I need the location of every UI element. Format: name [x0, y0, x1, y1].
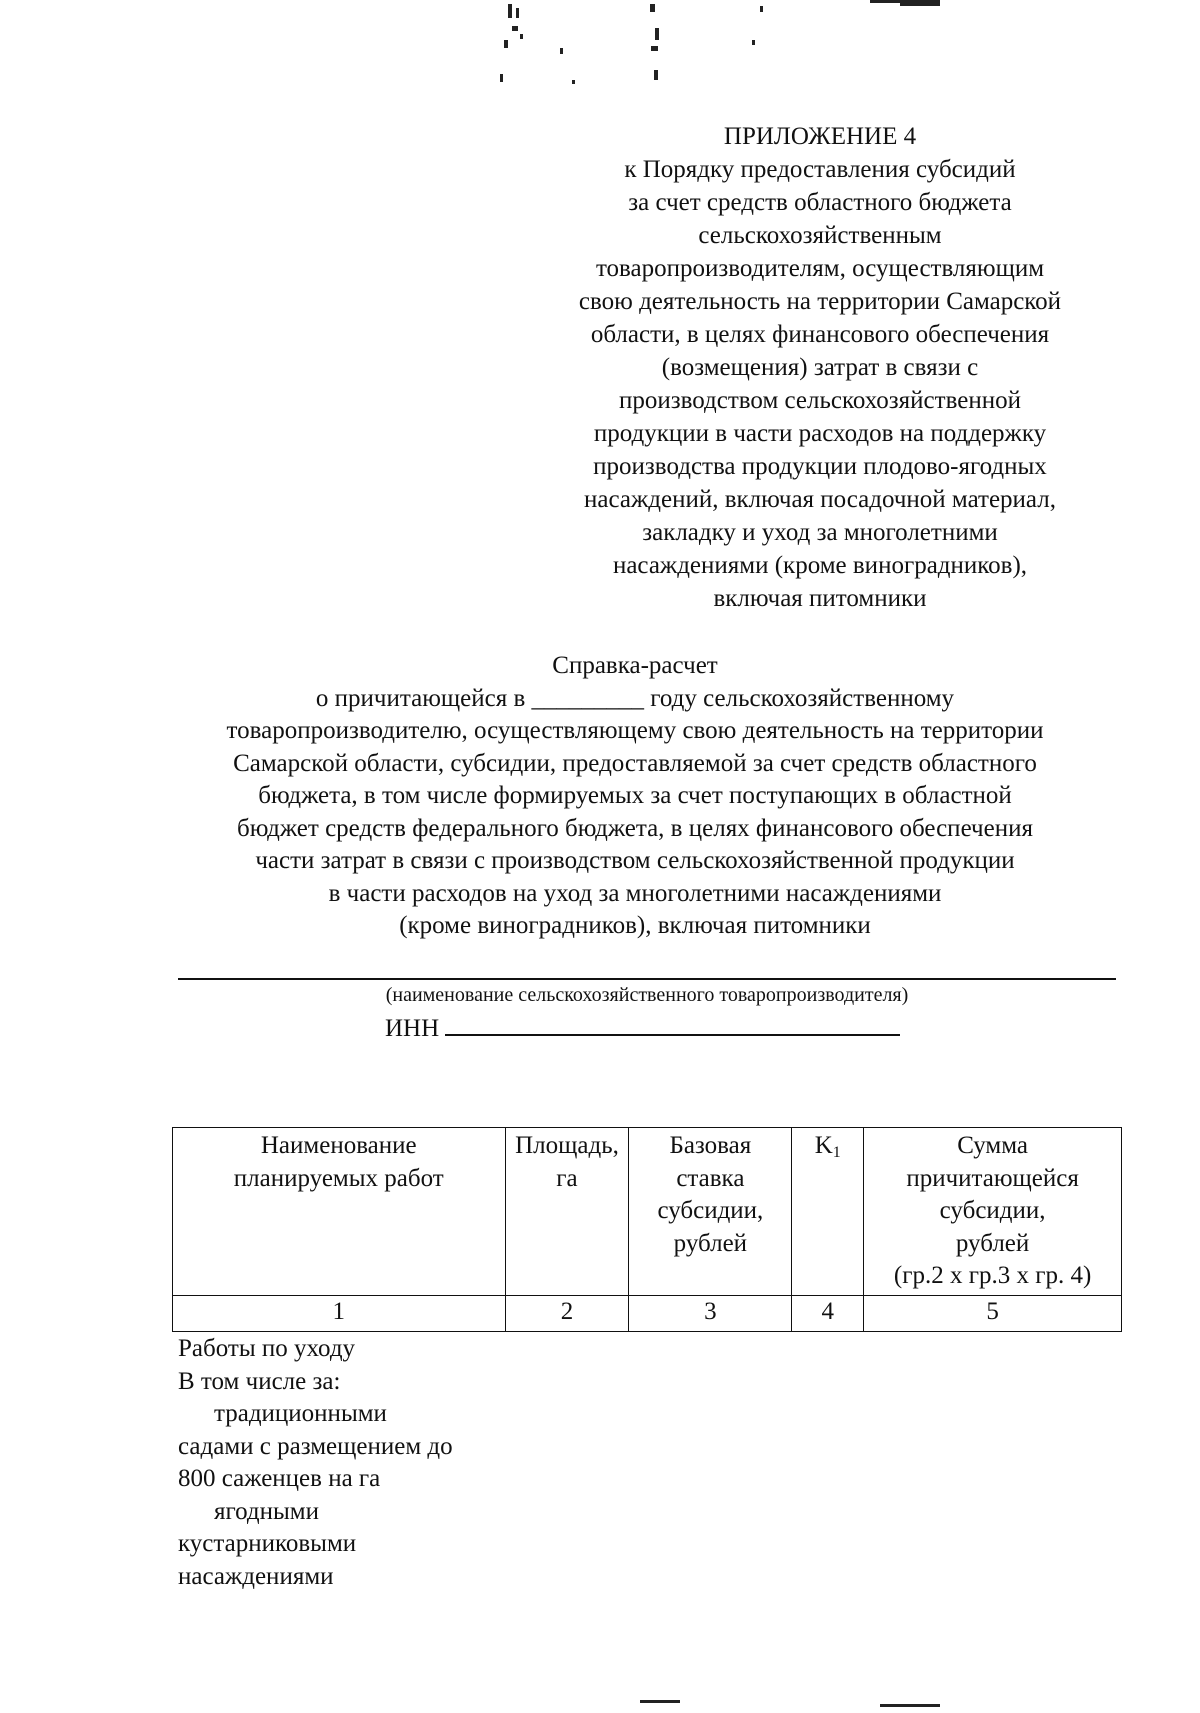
- header-text: Сумма: [957, 1132, 1028, 1159]
- spravka-line: бюджет средств федерального бюджета, в целях финансового обеспечения: [237, 814, 1033, 842]
- annex-line: насаждений, включая посадочной материал,: [584, 486, 1056, 513]
- calculation-table: [172, 1127, 1122, 1332]
- table-number-row: [173, 1296, 1122, 1332]
- header-text: Площадь,: [515, 1132, 619, 1159]
- header-text: планируемых работ: [233, 1164, 444, 1192]
- annex-line: к Порядку предоставления субсидий: [624, 156, 1016, 183]
- spravka-line: товаропроизводителю, осуществляющему свою деятельность на территории: [226, 717, 1044, 744]
- producer-name-caption: (наименование сельскохозяйственного товаропроизводителя): [385, 984, 909, 1006]
- spravka-title: Справка-расчет: [552, 652, 718, 679]
- spravka-line: части затрат в связи с производством сельскохозяйственной продукции: [255, 847, 1015, 874]
- annex-line: производства продукции плодово-ягодных: [593, 453, 1047, 480]
- column-number: 4: [792, 1296, 864, 1332]
- annex-line: производством сельскохозяйственной: [619, 387, 1021, 414]
- header-text: K: [814, 1132, 833, 1159]
- inn-row: [385, 1012, 900, 1046]
- header-area: [505, 1128, 629, 1296]
- header-text: Наименование: [260, 1132, 417, 1159]
- annex-line: свою деятельность на территории Самарской: [578, 288, 1062, 315]
- header-text: субсидии,: [939, 1197, 1046, 1224]
- header-work-name: [173, 1128, 506, 1296]
- producer-name-line: [178, 978, 1116, 980]
- annex-line: товаропроизводителям, осуществляющим: [595, 255, 1045, 282]
- header-text: Базовая: [669, 1132, 752, 1159]
- year-blank: _________: [531, 684, 645, 712]
- works-item-cont: насаждениями: [178, 1562, 334, 1590]
- works-item-cont: кустарниковыми: [178, 1530, 357, 1557]
- annex-line: закладку и уход за многолетними: [642, 519, 998, 546]
- annex-header: [520, 120, 1120, 615]
- spravka-block: [150, 650, 1120, 943]
- table-header-row: [173, 1128, 1122, 1296]
- annex-line: насаждениями (кроме виноградников),: [612, 552, 1028, 579]
- column-number: 2: [505, 1296, 629, 1332]
- works-list: [178, 1333, 508, 1593]
- header-text: причитающейся: [906, 1164, 1079, 1192]
- header-text: рублей: [673, 1229, 748, 1257]
- header-base-rate: [629, 1128, 792, 1296]
- annex-line: (возмещения) затрат в связи с: [661, 354, 979, 381]
- spravka-line: бюджета, в том числе формируемых за счет поступающих в областной: [258, 782, 1012, 809]
- header-text: га: [556, 1164, 578, 1192]
- header-k1: [792, 1128, 864, 1296]
- column-number: 1: [173, 1296, 506, 1332]
- annex-line: включая питомники: [713, 585, 927, 612]
- annex-line: сельскохозяйственным: [698, 222, 942, 249]
- spravka-line: Самарской области, субсидии, предоставляемой за счет средств областного: [233, 749, 1037, 777]
- works-line: Работы по уходу: [178, 1335, 356, 1362]
- annex-title: ПРИЛОЖЕНИЕ 4: [723, 123, 917, 150]
- spravka-line-prefix: о причитающейся в: [315, 684, 526, 712]
- annex-line: за счет средств областного бюджета: [628, 189, 1012, 216]
- works-item-cont: 800 саженцев на га: [178, 1465, 381, 1492]
- annex-line: продукции в части расходов на поддержку: [593, 420, 1047, 447]
- spravka-line: (кроме виноградников), включая питомники: [399, 912, 871, 939]
- annex-line: области, в целях финансового обеспечения: [590, 321, 1050, 348]
- spravka-line-suffix: году сельскохозяйственному: [650, 684, 955, 712]
- header-subsidy-sum: [864, 1128, 1122, 1296]
- spravka-line: в части расходов на уход за многолетними насаждениями: [328, 879, 942, 907]
- works-line: В том числе за:: [178, 1367, 341, 1395]
- spravka-line: [150, 683, 1120, 716]
- header-text: ставка: [676, 1164, 745, 1192]
- inn-label: ИНН: [385, 1015, 440, 1042]
- column-number: 5: [864, 1296, 1122, 1332]
- header-text: (гр.2 х гр.3 х гр. 4): [893, 1262, 1092, 1289]
- header-text: субсидии,: [657, 1197, 764, 1224]
- inn-blank-line: [445, 1012, 900, 1036]
- header-text: рублей: [955, 1229, 1030, 1257]
- works-item: традиционными: [214, 1400, 387, 1427]
- column-number: 3: [629, 1296, 792, 1332]
- works-item-cont: садами с размещением до: [178, 1432, 453, 1460]
- header-subscript: 1: [832, 1144, 841, 1161]
- works-item: ягодными: [214, 1497, 320, 1525]
